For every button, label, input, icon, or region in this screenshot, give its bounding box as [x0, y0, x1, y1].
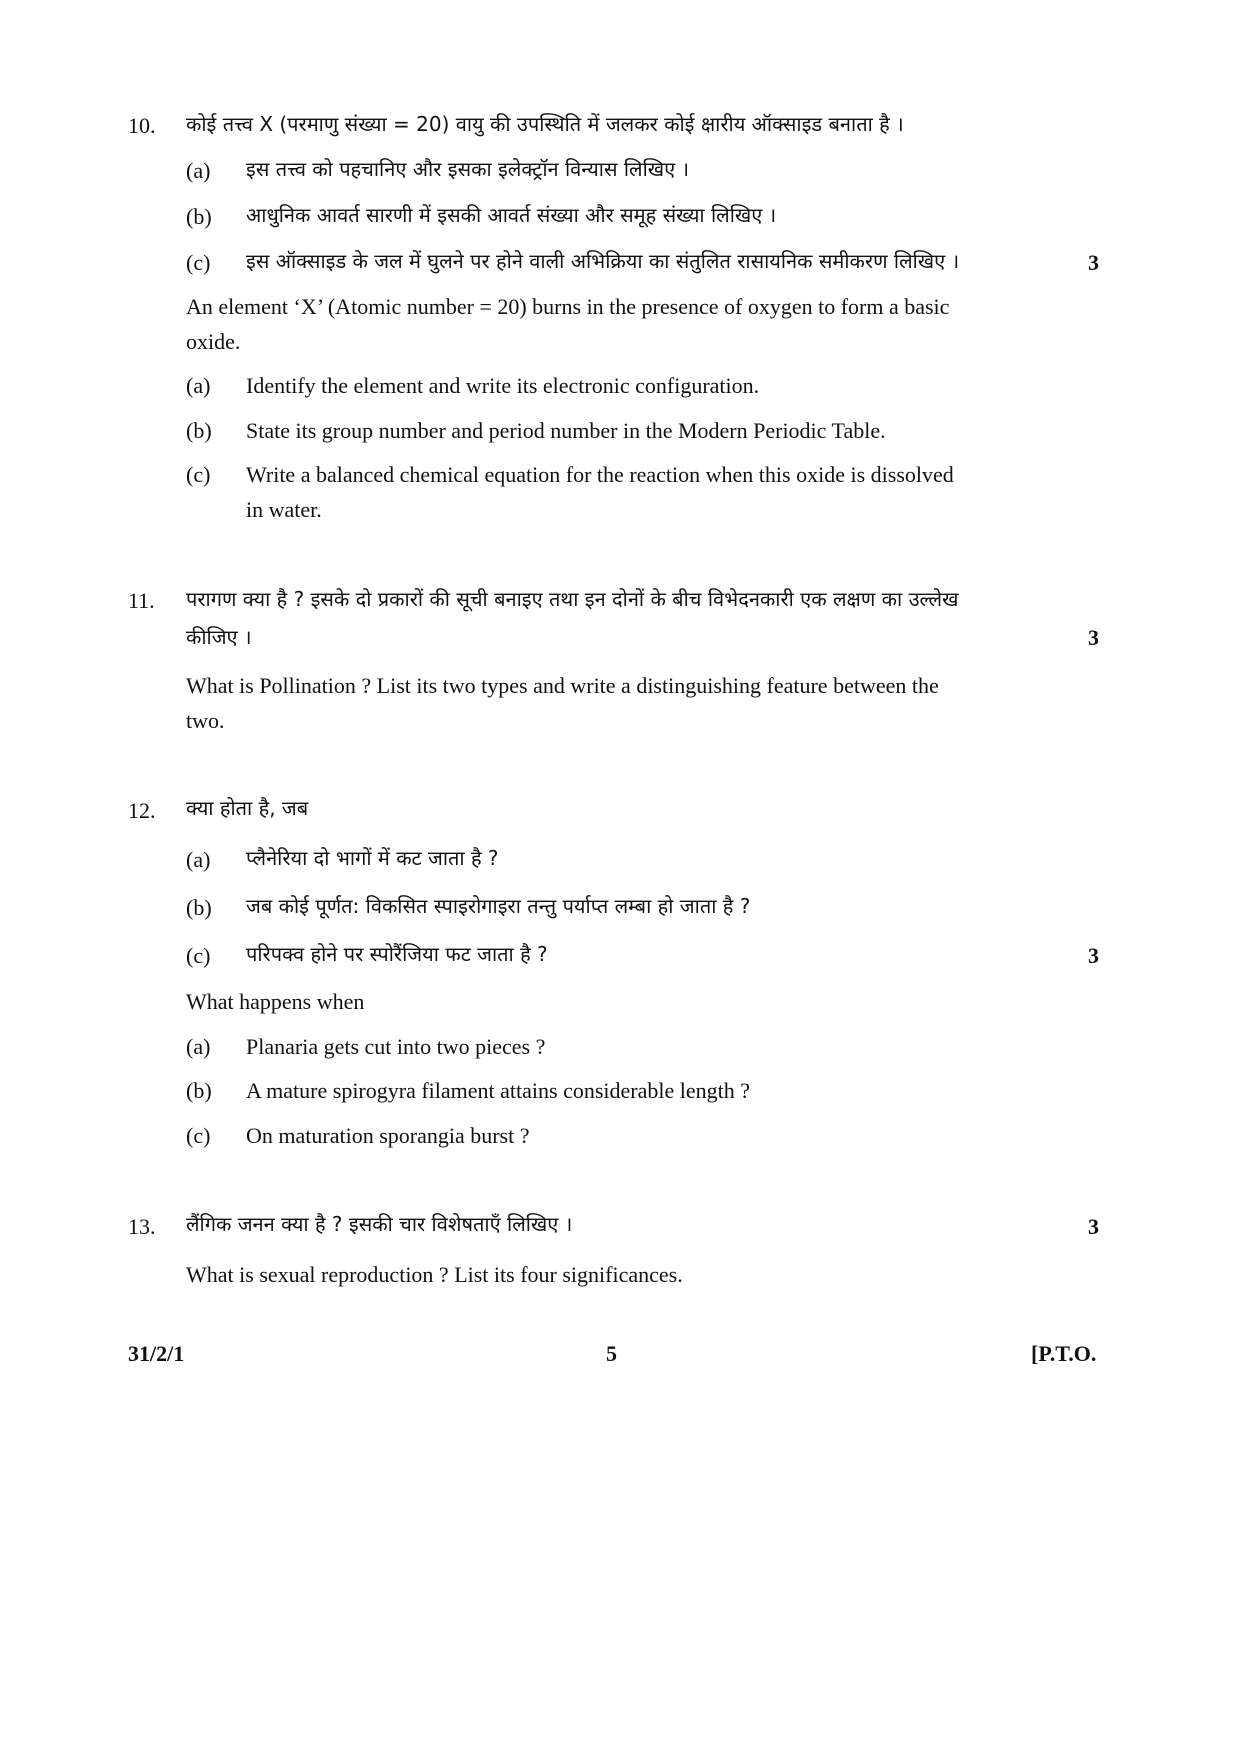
question-11-hindi-line1: परागण क्या है ? इसके दो प्रकारों की सूची बनाइए तथा इन दोनों के बीच विभेदनकारी एक लक्षण का उल्लेख	[186, 587, 959, 611]
q12-english-c-label: (c)	[186, 1123, 211, 1148]
q10-hindi-c-text: इस ऑक्साइड के जल में घुलने पर होने वाली अभिक्रिया का संतुलित रासायनिक समीकरण लिखिए ।	[246, 249, 960, 273]
q12-english-b-label: (b)	[186, 1078, 212, 1103]
q12-hindi-c-label: (c)	[186, 943, 211, 968]
question-13-number: 13.	[128, 1214, 156, 1239]
question-12-hindi: क्या होता है, जब	[186, 796, 309, 820]
q10-hindi-c-label: (c)	[186, 250, 211, 275]
q12-english-c-text: On maturation sporangia burst ?	[246, 1123, 530, 1148]
q10-hindi-a-text: इस तत्त्व को पहचानिए और इसका इलेक्ट्रॉन विन्यास लिखिए ।	[246, 157, 690, 181]
q10-english-c-label: (c)	[186, 462, 211, 487]
q10-english-a-label: (a)	[186, 373, 211, 398]
q12-hindi-b-label: (b)	[186, 895, 212, 920]
question-11-marks: 3	[1088, 625, 1099, 650]
page-number: 5	[606, 1341, 617, 1366]
q12-english-b-text: A mature spirogyra filament attains considerable length ?	[246, 1078, 751, 1103]
question-10-hindi: कोई तत्त्व X (परमाणु संख्या = 20) वायु की उपस्थिति में जलकर कोई क्षारीय ऑक्साइड बनाता है ।	[186, 112, 904, 136]
question-10-english-line1: An element ‘X’ (Atomic number = 20) burns in the presence of oxygen to form a basic	[186, 294, 950, 319]
question-10-number: 10.	[128, 113, 156, 138]
q10-hindi-a-label: (a)	[186, 158, 211, 183]
question-11-english-line2: two.	[186, 708, 225, 733]
q10-english-c-text: Write a balanced chemical equation for the reaction when this oxide is dissolved	[246, 462, 954, 487]
question-11-hindi-line2: कीजिए ।	[186, 625, 252, 649]
q12-hindi-a-label: (a)	[186, 847, 211, 872]
q10-english-b-label: (b)	[186, 418, 212, 443]
q10-hindi-b-text: आधुनिक आवर्त सारणी में इसकी आवर्त संख्या और समूह संख्या लिखिए ।	[246, 203, 777, 227]
question-12-number: 12.	[128, 798, 156, 823]
q10-english-a-text: Identify the element and write its electronic configuration.	[246, 373, 760, 398]
question-11-number: 11.	[128, 588, 155, 613]
question-12-english: What happens when	[186, 989, 365, 1014]
q10-hindi-b-label: (b)	[186, 204, 212, 229]
paper-code: 31/2/1	[128, 1341, 185, 1366]
q12-english-a-label: (a)	[186, 1034, 211, 1059]
q12-hindi-a-text: प्लैनेरिया दो भागों में कट जाता है ?	[246, 846, 499, 870]
question-10-english-line2: oxide.	[186, 329, 241, 354]
question-13-english: What is sexual reproduction ? List its four significances.	[186, 1262, 683, 1287]
pto-marker: [P.T.O.	[1031, 1341, 1097, 1366]
q12-hindi-c-text: परिपक्व होने पर स्पोरैंजिया फट जाता है ?	[246, 942, 548, 966]
q12-english-a-text: Planaria gets cut into two pieces ?	[246, 1034, 546, 1059]
q10-english-b-text: State its group number and period number in the Modern Periodic Table.	[246, 418, 886, 443]
question-13-hindi: लैंगिक जनन क्या है ? इसकी चार विशेषताएँ लिखिए ।	[186, 1212, 573, 1236]
question-10-marks: 3	[1088, 250, 1099, 275]
question-11-english-line1: What is Pollination ? List its two types and write a distinguishing feature between the	[186, 673, 939, 698]
q12-hindi-b-text: जब कोई पूर्णत: विकसित स्पाइरोगाइरा तन्तु पर्याप्त लम्बा हो जाता है ?	[246, 894, 751, 918]
q10-english-c-text-cont: in water.	[246, 497, 322, 522]
question-13-marks: 3	[1088, 1214, 1099, 1239]
question-12-marks: 3	[1088, 943, 1099, 968]
